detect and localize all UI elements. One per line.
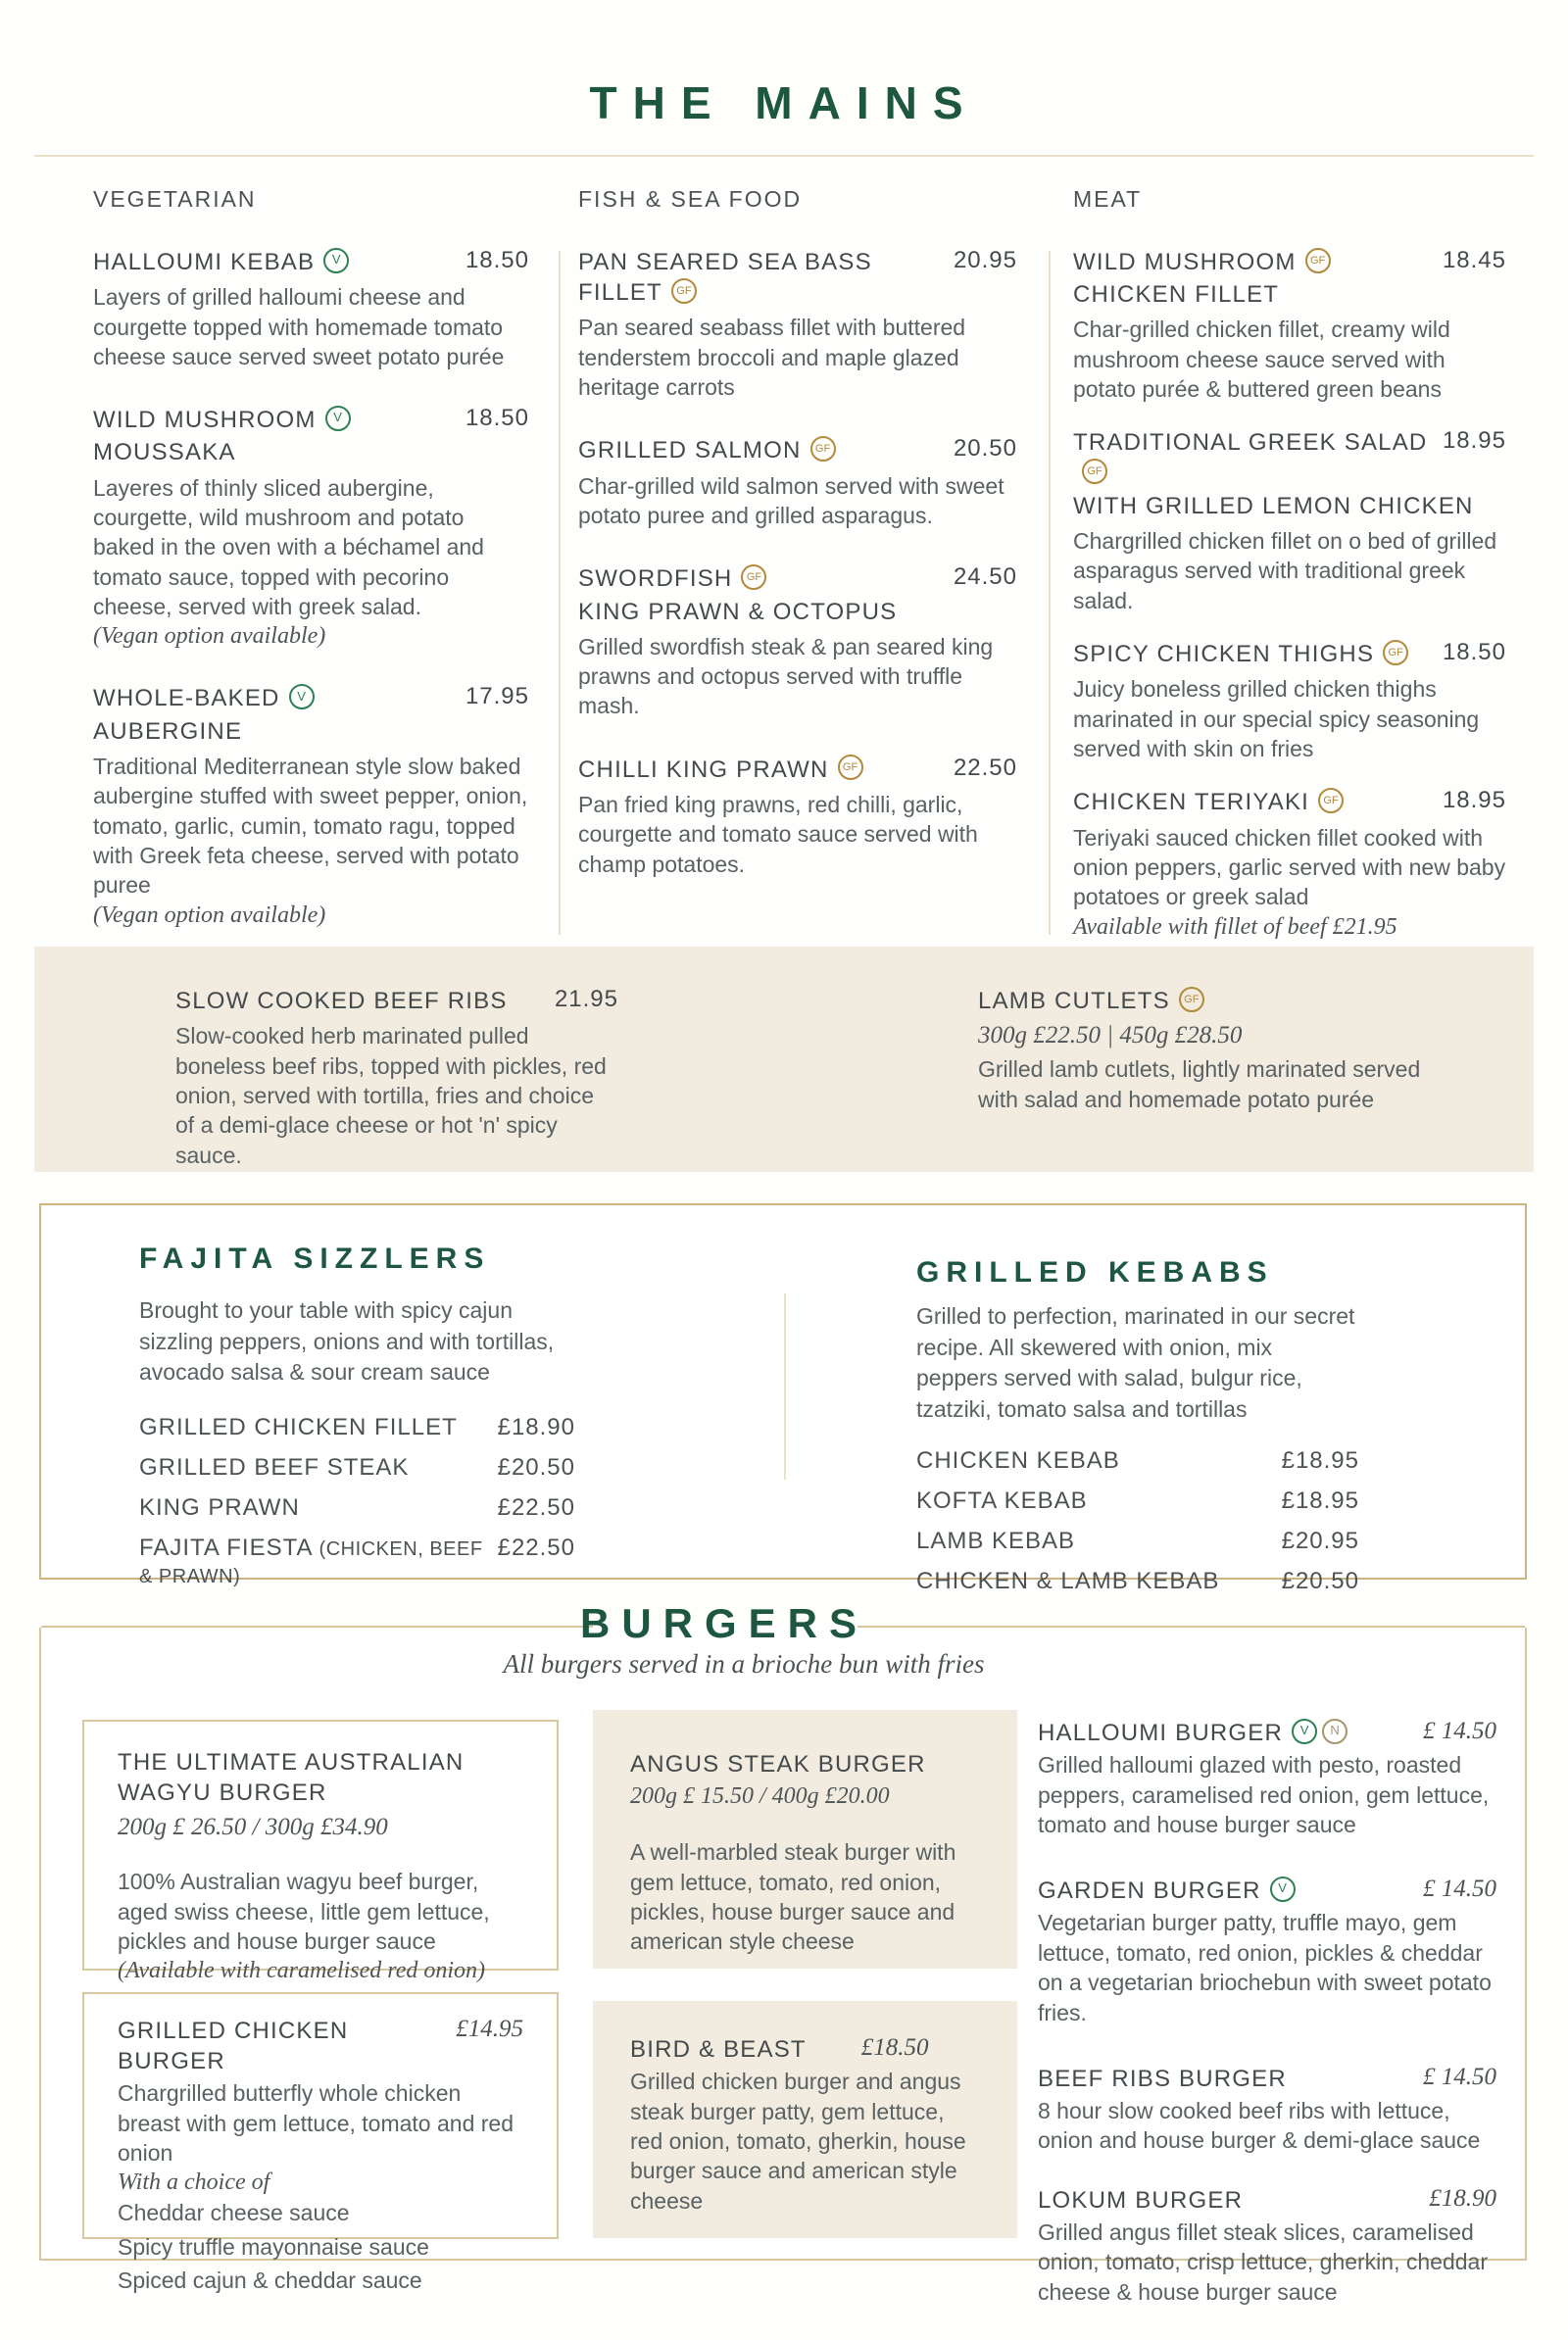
item-name: WILD MUSHROOM GF xyxy=(1073,247,1331,277)
menu-item xyxy=(1073,247,1506,404)
fajita-description: Brought to your table with spicy cajun sizzling peppers, onions and with tortillas, avocado salsa & sour cream sauce xyxy=(139,1297,555,1386)
item-weights-prices: 300g £22.50 | 450g £28.50 xyxy=(978,1022,1243,1049)
gluten-free-badge-icon: GF xyxy=(741,564,766,590)
item-price: 18.50 xyxy=(465,247,529,273)
column-divider xyxy=(559,251,561,935)
vegetarian-badge-icon: V xyxy=(323,248,349,273)
item-weights-prices: 200g £ 15.50 / 400g £20.00 xyxy=(630,1783,890,1810)
kebabs-heading: GRILLED KEBABS xyxy=(916,1256,1274,1289)
item-name-line2: AUBERGINE xyxy=(93,717,243,745)
price-row: LAMB KEBAB £20.95 xyxy=(916,1527,1359,1554)
nuts-badge-icon: N xyxy=(1322,1719,1348,1744)
burgers-subtitle: All burgers served in a brioche bun with fries xyxy=(503,1649,985,1679)
gluten-free-badge-icon: GF xyxy=(671,278,697,304)
fajita-sizzlers-section xyxy=(139,1243,575,1589)
fish-column xyxy=(578,247,1017,912)
item-name-line2: KING PRAWN & OCTOPUS xyxy=(578,598,898,625)
item-name: SPICY CHICKEN THIGHS GF xyxy=(1073,639,1408,669)
item-name: HALLOUMI KEBAB V xyxy=(93,247,349,277)
item-price: £ 14.50 xyxy=(1423,1718,1496,1744)
item-description: 8 hour slow cooked beef ribs with lettuce, onion and house burger & demi-glace sauce xyxy=(1038,2098,1481,2154)
item-name: LOKUM BURGER xyxy=(1038,2186,1244,2214)
menu-item xyxy=(1073,639,1506,763)
menu-item xyxy=(578,247,1017,402)
item-description: Grilled swordfish steak & pan seared king prawns and octopus served with truffle mash. xyxy=(578,633,994,719)
item-description: Grilled angus fillet steak slices, caramelised onion, tomato, crisp lettuce, gherkin, cheddar cheese & house burger sauce xyxy=(1038,2218,1488,2305)
item-name: WHOLE-BAKED V xyxy=(93,683,315,713)
item-name: GARDEN BURGER V xyxy=(1038,1876,1296,1906)
burgers-top-line xyxy=(41,1626,593,1628)
item-note: Available with fillet of beef £21.95 xyxy=(1073,913,1397,940)
price-row: FAJITA FIESTA (CHICKEN, BEEF & PRAWN) £22.50 xyxy=(139,1535,575,1588)
menu-item xyxy=(578,435,1017,530)
gluten-free-badge-icon: GF xyxy=(810,436,836,462)
vegetarian-badge-icon: V xyxy=(289,684,315,709)
fajita-kebab-frame xyxy=(39,1203,1527,1594)
item-price: 18.95 xyxy=(1442,427,1506,455)
item-price: 20.50 xyxy=(953,435,1017,463)
menu-item xyxy=(1073,787,1506,940)
item-name: CHILLI KING PRAWN GF xyxy=(578,755,863,785)
item-price: 18.95 xyxy=(1442,787,1506,814)
item-name: GRILLED SALMON GF xyxy=(578,435,836,465)
fajita-kebab-divider xyxy=(784,1293,786,1480)
price-row: KING PRAWN £22.50 xyxy=(139,1494,575,1522)
header-divider-line xyxy=(34,155,1534,157)
vegetarian-badge-icon: V xyxy=(325,406,351,431)
menu-item xyxy=(1073,427,1506,615)
sauce-option: Spiced cajun & cheddar sauce xyxy=(118,2267,422,2294)
item-weights-prices: 200g £ 26.50 / 300g £34.90 xyxy=(118,1814,388,1841)
item-name: LAMB CUTLETS GF xyxy=(978,986,1439,1016)
menu-item xyxy=(175,986,618,1170)
wagyu-burger-card xyxy=(82,1720,559,1984)
vegetarian-column xyxy=(93,247,529,962)
item-price: 20.95 xyxy=(953,247,1017,273)
column-divider xyxy=(1049,251,1051,935)
item-name: PAN SEARED SEA BASS FILLET GF xyxy=(578,249,872,307)
meat-column xyxy=(1073,247,1506,974)
gluten-free-badge-icon: GF xyxy=(1179,987,1204,1012)
item-name: ANGUS STEAK BURGER xyxy=(630,1751,926,1778)
item-name-line2: WAGYU BURGER xyxy=(118,1779,327,1807)
item-name: BIRD & BEAST xyxy=(630,2036,807,2063)
gluten-free-badge-icon: GF xyxy=(1383,640,1408,665)
grilled-chicken-burger-card xyxy=(82,1992,559,2294)
burgers-top-line xyxy=(858,1626,1525,1628)
menu-item xyxy=(578,755,1017,879)
gluten-free-badge-icon: GF xyxy=(838,755,863,780)
item-name: GRILLED CHICKEN BURGER xyxy=(118,2018,349,2075)
item-price: 17.95 xyxy=(465,683,529,710)
item-name-line2: WITH GRILLED LEMON CHICKEN xyxy=(1073,492,1474,519)
item-description: Char-grilled wild salmon served with sweet potato puree and grilled asparagus. xyxy=(578,472,1004,528)
price-row: KOFTA KEBAB £18.95 xyxy=(916,1487,1359,1514)
item-description: Grilled lamb cutlets, lightly marinated served with salad and homemade potato purée xyxy=(978,1056,1421,1112)
burgers-right-column xyxy=(1038,1718,1496,2340)
sauce-option: Cheddar cheese sauce xyxy=(118,2200,350,2226)
item-description: Grilled halloumi glazed with pesto, roasted peppers, caramelised red onion, gem lettuce, tomato and house burger sauce xyxy=(1038,1752,1490,1837)
item-description: Teriyaki sauced chicken fillet cooked with onion peppers, garlic served with new baby potatoes or greek salad xyxy=(1073,824,1506,910)
item-description: Chargrilled chicken fillet on o bed of grilled asparagus served with traditional greek salad. xyxy=(1073,528,1497,613)
item-description: Juicy boneless grilled chicken thighs marinated in our special spicy seasoning served with skin on fries xyxy=(1073,676,1480,761)
item-price: £18.90 xyxy=(1429,2184,1496,2212)
menu-item xyxy=(1038,1876,1496,2027)
item-description: Char-grilled chicken fillet, creamy wild mushroom cheese sauce served with potato purée & buttered green beans xyxy=(1073,317,1450,403)
item-description: 100% Australian wagyu beef burger, aged swiss cheese, little gem lettuce, pickles and house burger sauce xyxy=(118,1869,490,1955)
section-header-fish: FISH & SEA FOOD xyxy=(578,186,803,212)
price-row: GRILLED CHICKEN FILLET £18.90 xyxy=(139,1414,575,1441)
item-name: CHICKEN TERIYAKI GF xyxy=(1073,787,1344,817)
item-description: Layeres of thinly sliced aubergine, courgette, wild mushroom and potato baked in the oven with a béchamel and tomato sauce, topped with pecorino cheese, served with greek salad. xyxy=(93,474,484,620)
gluten-free-badge-icon: GF xyxy=(1318,788,1344,813)
item-description: Pan seared seabass fillet with buttered tenderstem broccoli and maple glazed heritage carrots xyxy=(578,315,966,401)
item-name: SLOW COOKED BEEF RIBS xyxy=(175,988,508,1014)
item-note: (Available with caramelised red onion) xyxy=(118,1958,486,1984)
feature-band xyxy=(34,947,1534,1172)
item-name: BEEF RIBS BURGER xyxy=(1038,2065,1287,2092)
item-name: THE ULTIMATE AUSTRALIAN xyxy=(118,1749,465,1776)
gluten-free-badge-icon: GF xyxy=(1305,248,1331,273)
item-description: Vegetarian burger patty, truffle mayo, gem lettuce, tomato, red onion, pickles & cheddar on a vegetarian briochebun with sweet potato fries. xyxy=(1038,1910,1492,2025)
item-description: Slow-cooked herb marinated pulled boneless beef ribs, topped with pickles, red onion, served with tortilla, fries and choice of a demi-glace cheese or hot 'n' spicy sauce. xyxy=(175,1023,607,1168)
burgers-title: BURGERS xyxy=(579,1600,869,1646)
item-name-line2: MOUSSAKA xyxy=(93,439,236,466)
item-price: 18.50 xyxy=(1442,639,1506,666)
item-description: Chargrilled butterfly whole chicken breast with gem lettuce, tomato and red onion xyxy=(118,2080,514,2167)
item-name: TRADITIONAL GREEK SALADGF xyxy=(1073,427,1429,488)
grilled-kebabs-section xyxy=(916,1256,1359,1595)
bird-and-beast-card xyxy=(593,2001,1017,2238)
menu-item xyxy=(1038,2064,1496,2156)
price-row: CHICKEN & LAMB KEBAB £20.50 xyxy=(916,1567,1359,1594)
item-name: WILD MUSHROOM V xyxy=(93,405,351,435)
item-choice-label: With a choice of xyxy=(118,2169,270,2196)
angus-steak-burger-card xyxy=(593,1710,1017,1969)
sauce-option: Spicy truffle mayonnaise sauce xyxy=(118,2233,429,2260)
vegetarian-badge-icon: V xyxy=(1270,1877,1296,1902)
gluten-free-badge-icon: GF xyxy=(1082,459,1107,484)
item-description: Layers of grilled halloumi cheese and courgette topped with homemade tomato cheese sauce served sweet potato purée xyxy=(93,284,505,369)
page-title: THE MAINS xyxy=(589,77,979,128)
kebabs-description: Grilled to perfection, marinated in our secret recipe. All skewered with onion, mix peppers served with salad, bulgur rice, tzatziki, tomato salsa and tortillas xyxy=(916,1303,1355,1423)
menu-item xyxy=(1038,1718,1496,1839)
item-price: 22.50 xyxy=(953,754,1017,781)
menu-item xyxy=(978,986,1439,1114)
item-price: £ 14.50 xyxy=(1423,1876,1496,1903)
burgers-section xyxy=(39,1600,1527,2305)
fajita-heading: FAJITA SIZZLERS xyxy=(139,1243,491,1275)
item-price: 24.50 xyxy=(953,563,1017,591)
item-note: (Vegan option available) xyxy=(93,902,326,928)
item-description: A well-marbled steak burger with gem lettuce, tomato, red onion, pickles, house burger sauce and american style cheese xyxy=(630,1839,956,1955)
section-header-meat: MEAT xyxy=(1073,186,1143,212)
price-row: GRILLED BEEF STEAK £20.50 xyxy=(139,1454,575,1482)
item-name-line2: CHICKEN FILLET xyxy=(1073,281,1280,309)
item-price: 18.50 xyxy=(465,405,529,432)
item-name: HALLOUMI BURGER V N xyxy=(1038,1718,1348,1748)
item-price: £18.50 xyxy=(860,2034,929,2061)
item-description: Traditional Mediterranean style slow baked aubergine stuffed with sweet pepper, onion, tomato, garlic, cumin, tomato ragu, topped with Greek feta cheese, served with potato puree xyxy=(93,753,528,899)
vegetarian-badge-icon: V xyxy=(1292,1719,1317,1744)
menu-item xyxy=(578,563,1017,720)
item-price: 18.45 xyxy=(1442,247,1506,273)
price-row: CHICKEN KEBAB £18.95 xyxy=(916,1446,1359,1474)
section-header-vegetarian: VEGETARIAN xyxy=(93,186,257,212)
menu-item xyxy=(93,683,529,928)
item-description: Grilled chicken burger and angus steak burger patty, gem lettuce, red onion, tomato, gherkin, house burger sauce and american style cheese xyxy=(630,2069,966,2214)
item-price: 21.95 xyxy=(554,986,618,1012)
item-note: (Vegan option available) xyxy=(93,623,326,650)
item-description: Pan fried king prawns, red chilli, garlic, courgette and tomato sauce served with champ potatoes. xyxy=(578,792,978,877)
menu-item xyxy=(93,247,529,371)
menu-item xyxy=(93,405,529,650)
item-price: £14.95 xyxy=(456,2016,523,2042)
menu-item xyxy=(1038,2185,1496,2307)
item-name: SWORDFISH GF xyxy=(578,563,766,594)
item-price: £ 14.50 xyxy=(1423,2063,1496,2090)
